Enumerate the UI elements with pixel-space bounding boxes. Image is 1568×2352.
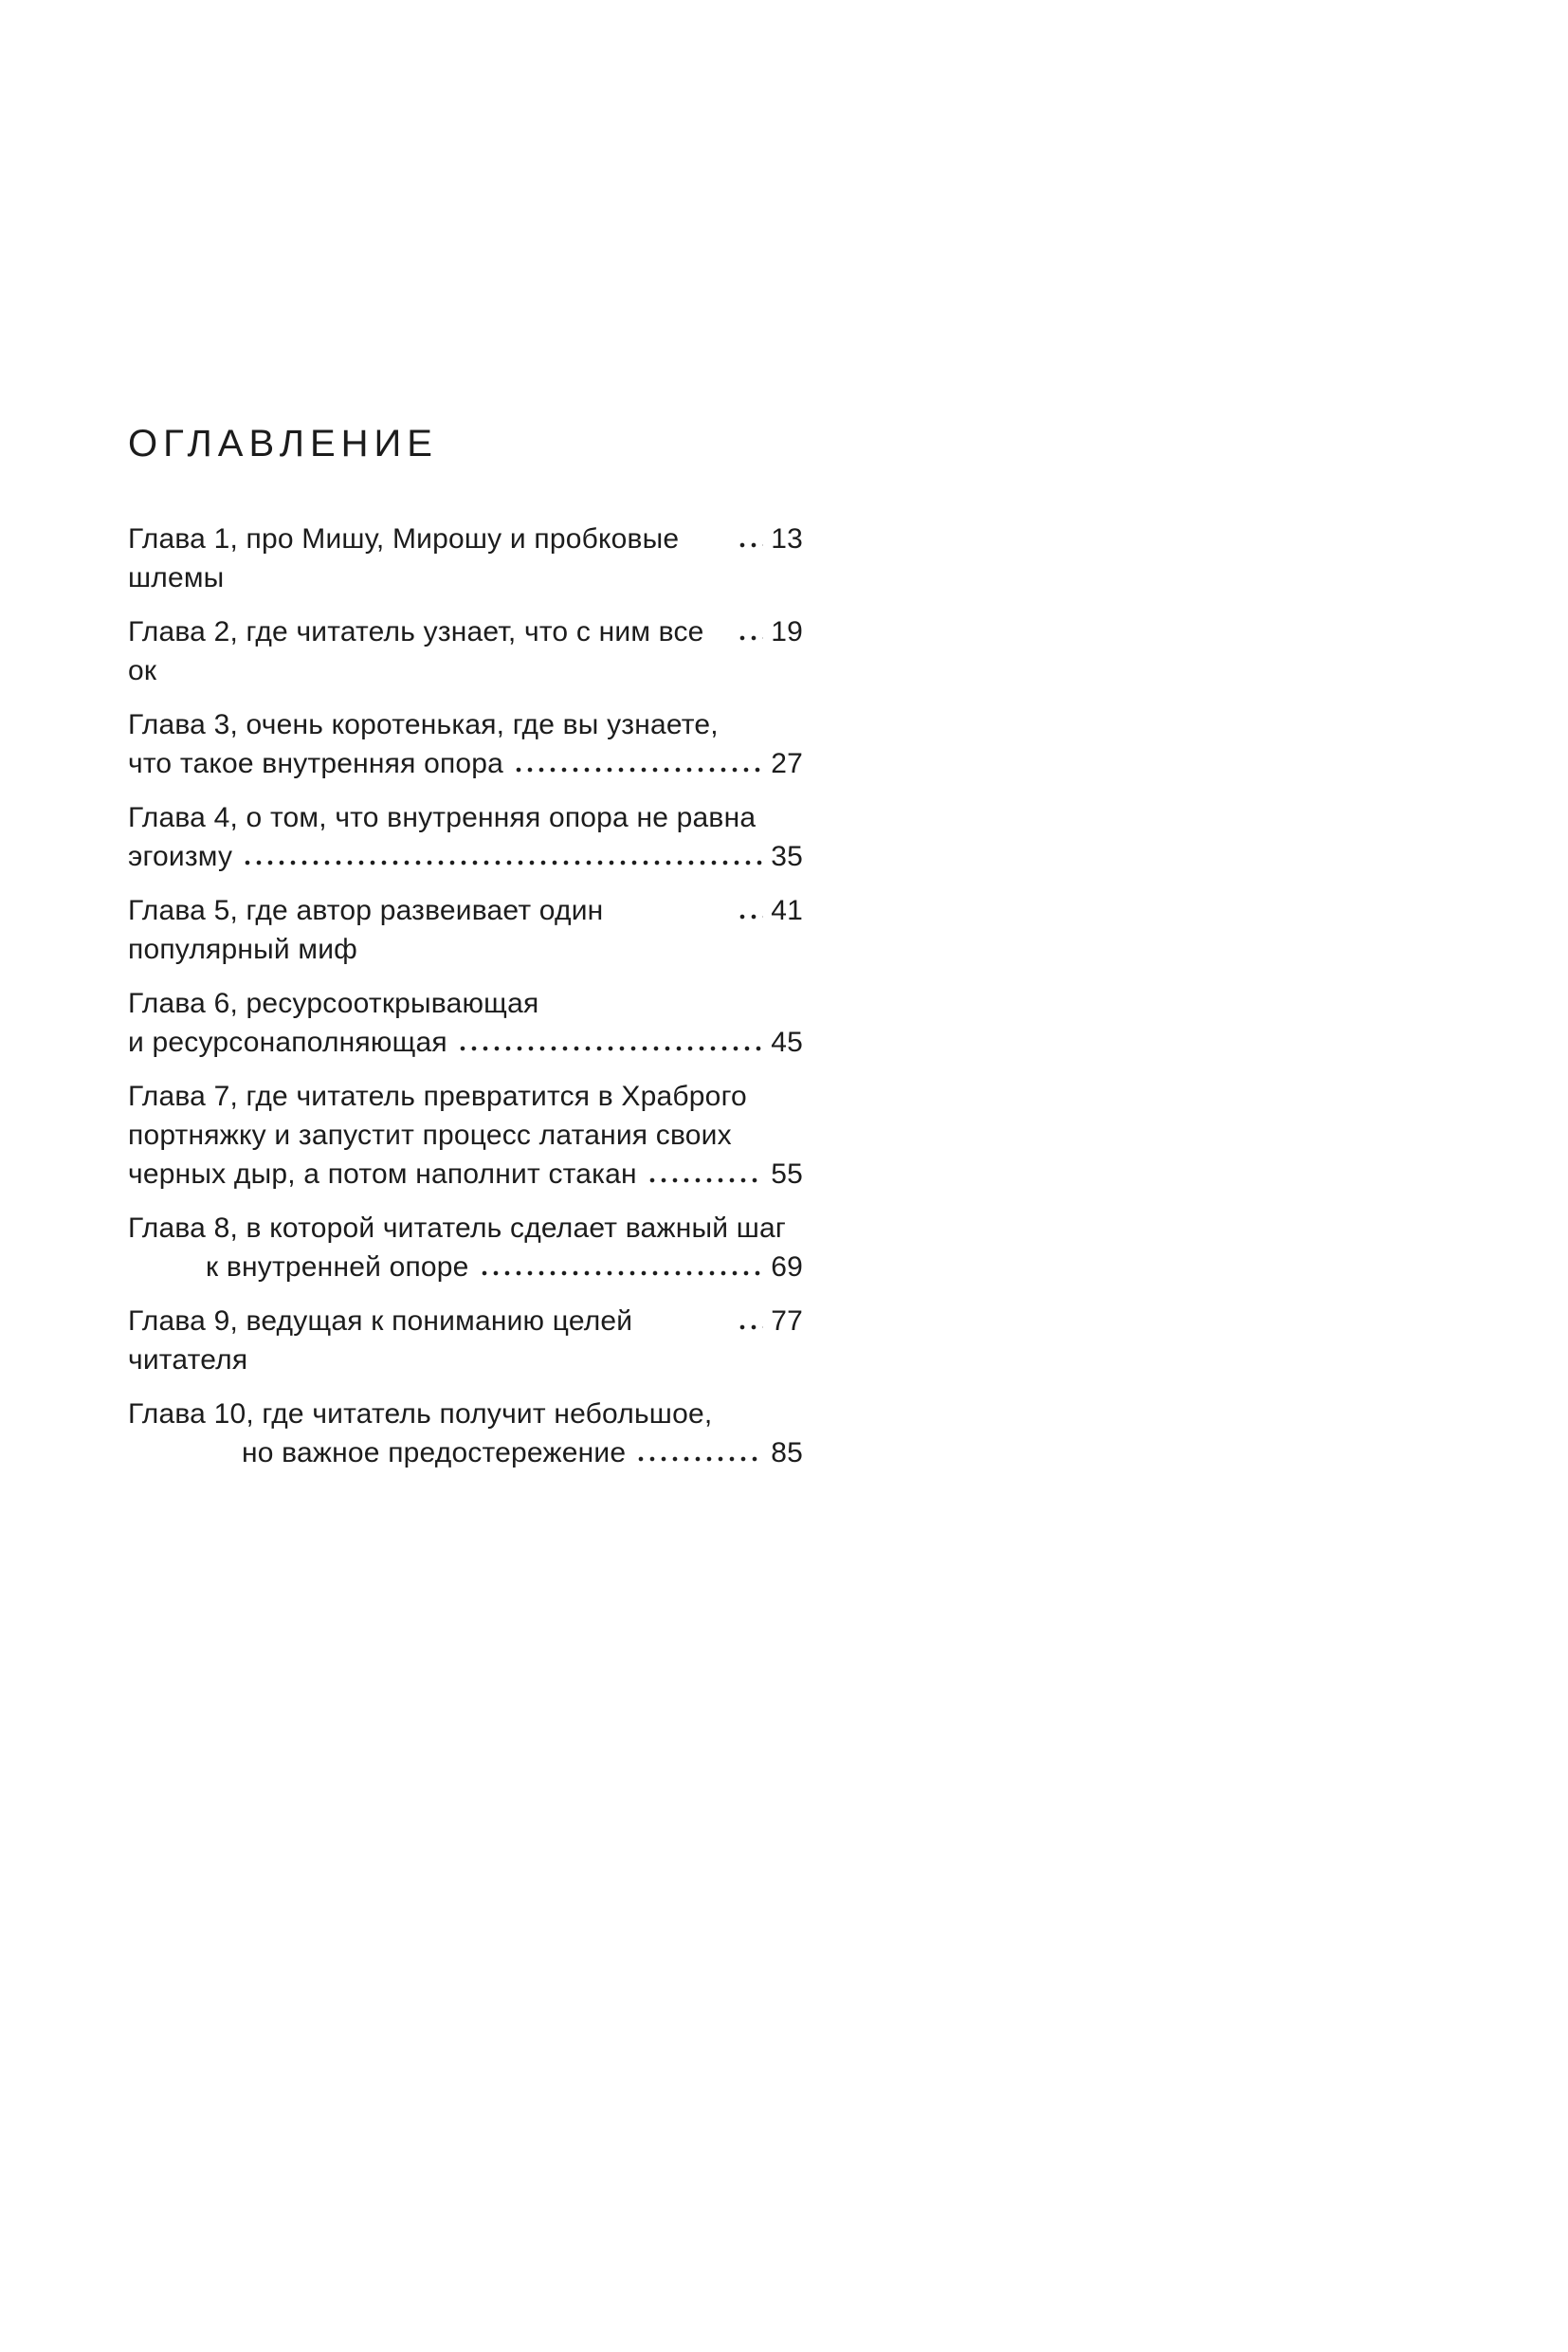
- toc-entry: [128, 891, 803, 969]
- toc-entry-line: [128, 612, 803, 690]
- dot-leader: [737, 542, 763, 548]
- toc-page: [128, 421, 803, 1472]
- toc-entry-line: [128, 1116, 803, 1155]
- toc-entry-line: [128, 1155, 803, 1194]
- toc-entry-line: [128, 705, 803, 744]
- toc-entry-line: [128, 1395, 803, 1433]
- toc-entry-line: [128, 744, 803, 783]
- toc-entry-text: к внутренней опоре: [206, 1251, 469, 1283]
- toc-page-number: 27: [771, 748, 803, 779]
- toc-entry: [128, 705, 803, 783]
- toc-entry-text: эгоизму: [128, 841, 233, 872]
- toc-page-number: 35: [771, 841, 803, 872]
- toc-page-number: 55: [771, 1158, 803, 1190]
- toc-page-number: 69: [771, 1251, 803, 1283]
- toc-page-number: 41: [771, 895, 803, 926]
- toc-entry: [128, 1077, 803, 1194]
- toc-entry-line: [128, 520, 803, 597]
- toc-entry-text: Глава 5, где автор развеивает один популярный миф: [128, 895, 604, 965]
- toc-entry-line: [128, 798, 803, 837]
- toc-entry-text: Глава 1, про Мишу, Мирошу и пробковые шлемы: [128, 523, 680, 593]
- toc-entry-line: [128, 1248, 803, 1286]
- toc-entry-line: [128, 1433, 803, 1472]
- dot-leader: [737, 914, 763, 920]
- toc-entry: [128, 984, 803, 1062]
- toc-entry-line: [128, 891, 803, 969]
- dot-leader: [479, 1270, 764, 1276]
- dot-leader: [737, 1324, 763, 1330]
- toc-entry-line: [128, 984, 803, 1023]
- toc-entry-text: портняжку и запустит процесс латания своих: [128, 1120, 732, 1151]
- toc-entry-text: что такое внутренняя опора: [128, 748, 504, 779]
- toc-entry: [128, 1395, 803, 1472]
- toc-entry-line: [128, 1302, 803, 1379]
- toc-entry-line: [128, 1023, 803, 1062]
- toc-entry-text: и ресурсонаполняющая: [128, 1027, 447, 1058]
- toc-entry-text: Глава 7, где читатель превратится в Храброго: [128, 1081, 747, 1112]
- toc-entry-text: Глава 10, где читатель получит небольшое,: [128, 1398, 713, 1430]
- toc-page-number: 45: [771, 1027, 803, 1058]
- dot-leader: [242, 860, 763, 866]
- toc-entry-text: Глава 8, в которой читатель сделает важный шаг: [128, 1212, 787, 1244]
- toc-entry-text: Глава 2, где читатель узнает, что с ним все ок: [128, 616, 704, 686]
- toc-entry: [128, 520, 803, 597]
- toc-entry-text: Глава 3, очень коротенькая, где вы узнаете,: [128, 709, 719, 740]
- dot-leader: [737, 635, 763, 641]
- dot-leader: [647, 1177, 763, 1183]
- toc-list: [128, 520, 803, 1472]
- toc-entry: [128, 612, 803, 690]
- toc-page-number: 13: [771, 523, 803, 555]
- toc-page-number: 19: [771, 616, 803, 647]
- toc-entry-text: Глава 9, ведущая к пониманию целей читателя: [128, 1305, 633, 1376]
- toc-page-number: 77: [771, 1305, 803, 1337]
- dot-leader: [457, 1046, 763, 1051]
- toc-entry: [128, 1302, 803, 1379]
- toc-entry-text: Глава 4, о том, что внутренняя опора не равна: [128, 802, 757, 833]
- page-title: ОГЛАВЛЕНИЕ: [128, 423, 438, 465]
- toc-entry-line: [128, 837, 803, 876]
- toc-entry: [128, 1209, 803, 1286]
- toc-entry-line: [128, 1077, 803, 1116]
- dot-leader: [635, 1456, 763, 1462]
- toc-entry: [128, 798, 803, 876]
- toc-page-number: 85: [771, 1437, 803, 1468]
- toc-entry-text: черных дыр, а потом наполнит стакан: [128, 1158, 637, 1190]
- toc-entry-line: [128, 1209, 803, 1248]
- dot-leader: [513, 767, 763, 773]
- toc-entry-text: Глава 6, ресурсооткрывающая: [128, 988, 539, 1019]
- toc-entry-text: но важное предостережение: [242, 1437, 627, 1468]
